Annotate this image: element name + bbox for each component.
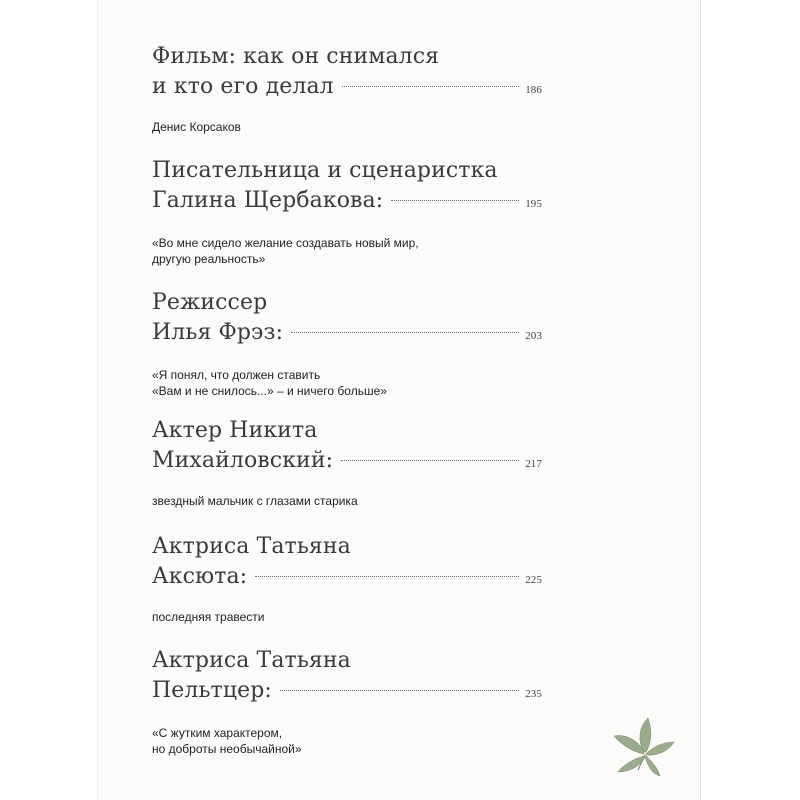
entry-subtitle [152,367,552,399]
subtitle-line: «Во мне сидело желание создавать новый мир, [152,236,419,250]
entry-title-leader-line [152,676,542,709]
entry-title-line: Режиссер [152,290,268,315]
leaf-icon [608,712,678,778]
subtitle-line: звездный мальчик с глазами старика [152,494,358,508]
page-number: 203 [525,330,542,342]
entry-title-line: и кто его делал [152,74,334,99]
dot-leader [291,332,519,333]
entry-subtitle [152,493,552,509]
subtitle-line: последняя травести [152,610,265,624]
entry-title-leader-line [152,562,542,595]
page-number: 195 [525,198,542,210]
page-number: 235 [525,688,542,700]
entry-title-line: Илья Фрэз: [152,320,284,345]
entry-title-line: Михайловский: [152,448,334,473]
entry-title-leader-line [152,318,542,351]
dot-leader [255,576,519,577]
entry-title-line: Актриса Татьяна [152,534,351,559]
entry-title-line: Актриса Татьяна [152,648,351,673]
toc-entry [152,532,552,625]
entry-title-line: Галина Щербакова: [152,188,384,213]
page-number: 217 [525,458,542,470]
entry-title-leader-line [152,72,542,105]
entry-title-line: Фильм: как он снимался [152,44,440,69]
entry-title-line: Писательница и сценаристка [152,158,498,183]
toc-entry [152,156,552,267]
dot-leader [342,86,519,87]
toc-entry [152,646,552,757]
toc-entry [152,288,552,399]
page-number: 186 [525,84,542,96]
entry-title-line: Актер Никита [152,418,318,443]
dot-leader [391,200,519,201]
entry-subtitle [152,609,552,625]
entry-subtitle [152,235,552,267]
entry-title-leader-line [152,446,542,479]
subtitle-line: «Я понял, что должен ставить [152,368,321,382]
entry-title-line: Аксюта: [152,564,248,589]
toc-entry [152,416,552,509]
dot-leader [341,460,519,461]
page-number: 225 [525,574,542,586]
subtitle-line: Денис Корсаков [152,120,241,134]
subtitle-line: другую реальность» [152,252,266,266]
entry-title-line: Пельтцер: [152,678,272,703]
subtitle-line: «Вам и не снилось...» – и ничего больше» [152,384,387,398]
dot-leader [280,690,519,691]
toc-entry [152,42,552,135]
subtitle-line: но доброты необычайной» [152,742,302,756]
entry-subtitle [152,725,552,757]
entry-title-leader-line [152,186,542,219]
entry-subtitle [152,119,552,135]
subtitle-line: «С жутким характером, [152,726,283,740]
